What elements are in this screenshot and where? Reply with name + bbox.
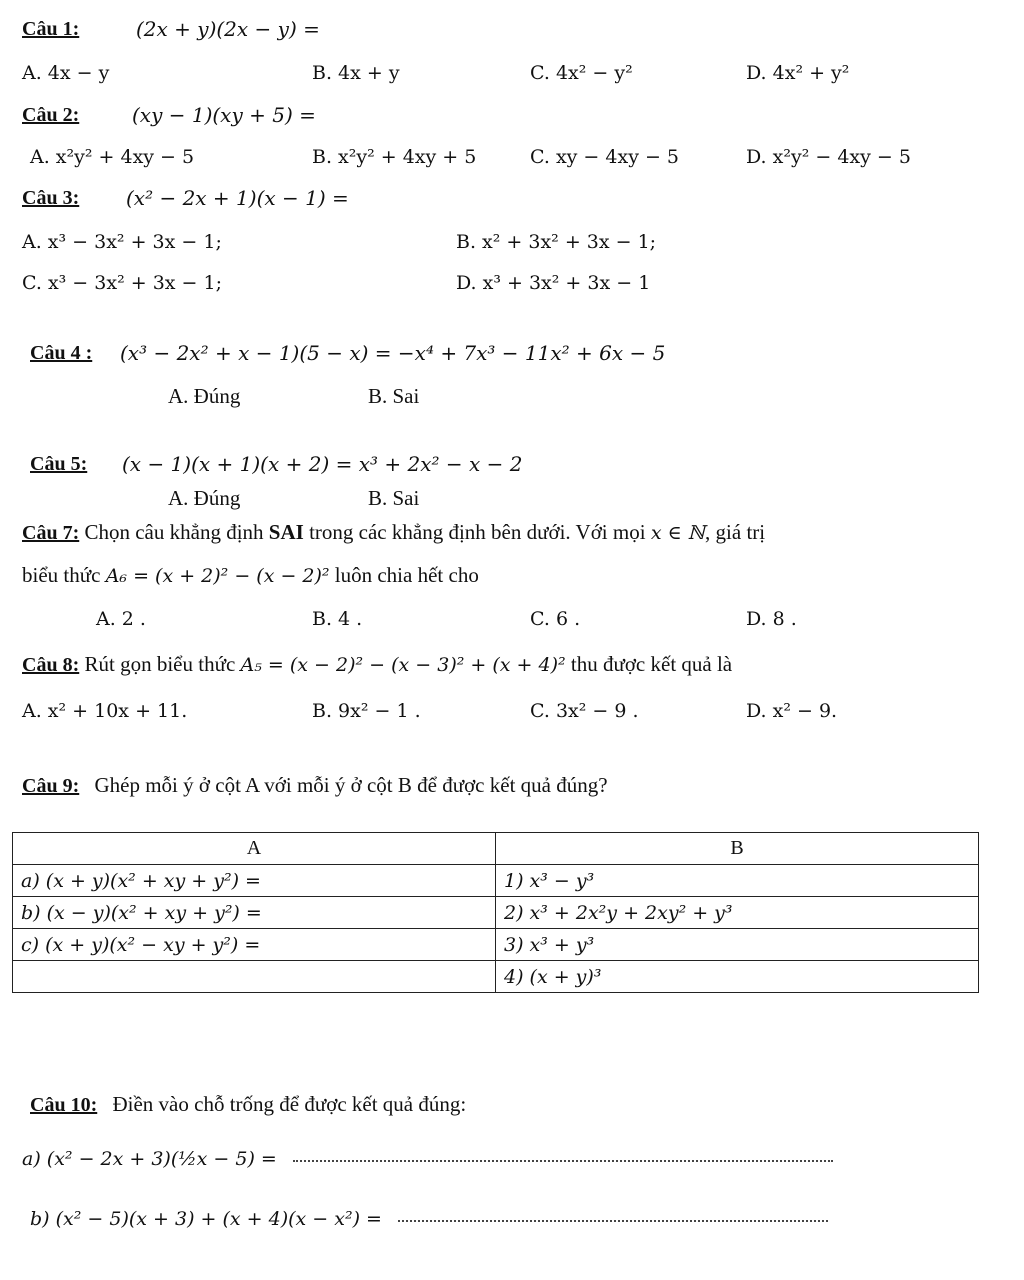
column-b-cell[interactable]: 3) x³ + y³	[496, 929, 979, 961]
column-a-cell-empty	[13, 961, 496, 993]
q8-math-expression: A₅ = (x − 2)² − (x − 3)² + (x + 4)²	[240, 654, 566, 676]
table-header-row	[13, 833, 979, 865]
q3-option-c[interactable]: C. x³ − 3x² + 3x − 1;	[22, 272, 222, 294]
matching-table	[12, 832, 979, 993]
q10-part-a-blank[interactable]	[293, 1158, 833, 1162]
q10-part-b-blank[interactable]	[398, 1218, 828, 1222]
q10-label: Câu 10:	[30, 1094, 98, 1116]
q7-text-a: Chọn câu khẳng định	[84, 520, 269, 544]
table-row	[13, 865, 979, 897]
q10-line	[30, 1092, 466, 1117]
q10-part-b-expression: b) (x² − 5)(x + 3) + (x + 4)(x − x²) =	[30, 1208, 382, 1230]
q2-option-c[interactable]: C. xy − 4xy − 5	[530, 146, 680, 168]
q2-option-d[interactable]: D. x²y² − 4xy − 5	[746, 146, 911, 168]
q1-option-d[interactable]: D. 4x² + y²	[746, 62, 850, 84]
q3-option-b[interactable]: B. x² + 3x² + 3x − 1;	[456, 231, 657, 253]
q4-label: Câu 4 :	[30, 342, 93, 364]
q7-option-c[interactable]: C. 6 .	[530, 608, 581, 630]
q8-option-a[interactable]: A. x² + 10x + 11.	[22, 700, 188, 722]
column-a-cell[interactable]: b) (x − y)(x² + xy + y²) =	[13, 897, 496, 929]
q7-label: Câu 7:	[22, 522, 80, 544]
q9-line	[22, 773, 608, 798]
q5-expression: (x − 1)(x + 1)(x + 2) = x³ + 2x² − x − 2	[122, 452, 523, 476]
q2-label: Câu 2:	[22, 104, 80, 126]
q4-expression: (x³ − 2x² + x − 1)(5 − x) = −x⁴ + 7x³ − 11x² + 6x − 5	[120, 341, 666, 365]
q4-option-a[interactable]: A. Đúng	[168, 384, 241, 408]
q1-option-b[interactable]: B. 4x + y	[312, 62, 400, 84]
q7-math-domain: x ∈ ℕ	[650, 522, 706, 544]
q7-line-2	[22, 563, 479, 588]
q8-option-b[interactable]: B. 9x² − 1 .	[312, 700, 421, 722]
q1-expression: (2x + y)(2x − y) =	[136, 17, 320, 41]
q2-expression: (xy − 1)(xy + 5) =	[132, 103, 316, 127]
q5-label: Câu 5:	[30, 453, 88, 475]
q3-option-a[interactable]: A. x³ − 3x² + 3x − 1;	[22, 231, 222, 253]
column-a-cell[interactable]: c) (x + y)(x² − xy + y²) =	[13, 929, 496, 961]
table-row	[13, 929, 979, 961]
q5-option-b[interactable]: B. Sai	[368, 486, 420, 510]
column-b-cell[interactable]: 4) (x + y)³	[496, 961, 979, 993]
q10-part-a-expression: a) (x² − 2x + 3)(½x − 5) =	[22, 1148, 277, 1170]
q8-option-c[interactable]: C. 3x² − 9 .	[530, 700, 639, 722]
column-b-cell[interactable]: 1) x³ − y³	[496, 865, 979, 897]
column-a-cell[interactable]: a) (x + y)(x² + xy + y²) =	[13, 865, 496, 897]
column-b-cell[interactable]: 2) x³ + 2x²y + 2xy² + y³	[496, 897, 979, 929]
q7-text-c: trong các khẳng định bên dưới. Với mọi	[303, 520, 651, 544]
q5-option-a[interactable]: A. Đúng	[168, 486, 241, 510]
q7-text-expr-label: biểu thức	[22, 563, 106, 587]
q1-option-c[interactable]: C. 4x² − y²	[530, 62, 633, 84]
q7-line-1	[22, 520, 765, 545]
q9-text: Ghép mỗi ý ở cột A với mỗi ý ở cột B để được kết quả đúng?	[94, 773, 608, 797]
q3-label: Câu 3:	[22, 187, 80, 209]
q7-math-expression: A₆ = (x + 2)² − (x − 2)²	[105, 565, 330, 587]
q10-part-b	[30, 1208, 828, 1230]
q4-option-b[interactable]: B. Sai	[368, 384, 420, 408]
q8-label: Câu 8:	[22, 654, 80, 676]
q9-label: Câu 9:	[22, 775, 80, 797]
q7-option-d[interactable]: D. 8 .	[746, 608, 797, 630]
q3-option-d[interactable]: D. x³ + 3x² + 3x − 1	[456, 272, 651, 294]
q7-option-b[interactable]: B. 4 .	[312, 608, 363, 630]
q7-text-tail: luôn chia hết cho	[329, 563, 479, 587]
table-row	[13, 961, 979, 993]
q7-option-a[interactable]: A. 2 .	[96, 608, 146, 630]
q10-text: Điền vào chỗ trống để được kết quả đúng:	[112, 1092, 467, 1116]
q3-expression: (x² − 2x + 1)(x − 1) =	[126, 186, 349, 210]
q7-text-d: , giá trị	[705, 520, 766, 544]
q8-option-d[interactable]: D. x² − 9.	[746, 700, 838, 722]
column-b-header: B	[496, 833, 979, 865]
q8-text-a: Rút gọn biểu thức	[84, 652, 241, 676]
q1-option-a[interactable]: A. 4x − y	[22, 62, 110, 84]
q2-option-b[interactable]: B. x²y² + 4xy + 5	[312, 146, 477, 168]
q8-text-b: thu được kết quả là	[565, 652, 733, 676]
table-row	[13, 897, 979, 929]
q2-option-a[interactable]: A. x²y² + 4xy − 5	[30, 146, 195, 168]
column-a-header: A	[13, 833, 496, 865]
q8-line	[22, 652, 732, 677]
q7-text-sai: SAI	[268, 520, 304, 544]
q1-label: Câu 1:	[22, 18, 80, 40]
q10-part-a	[22, 1148, 833, 1170]
